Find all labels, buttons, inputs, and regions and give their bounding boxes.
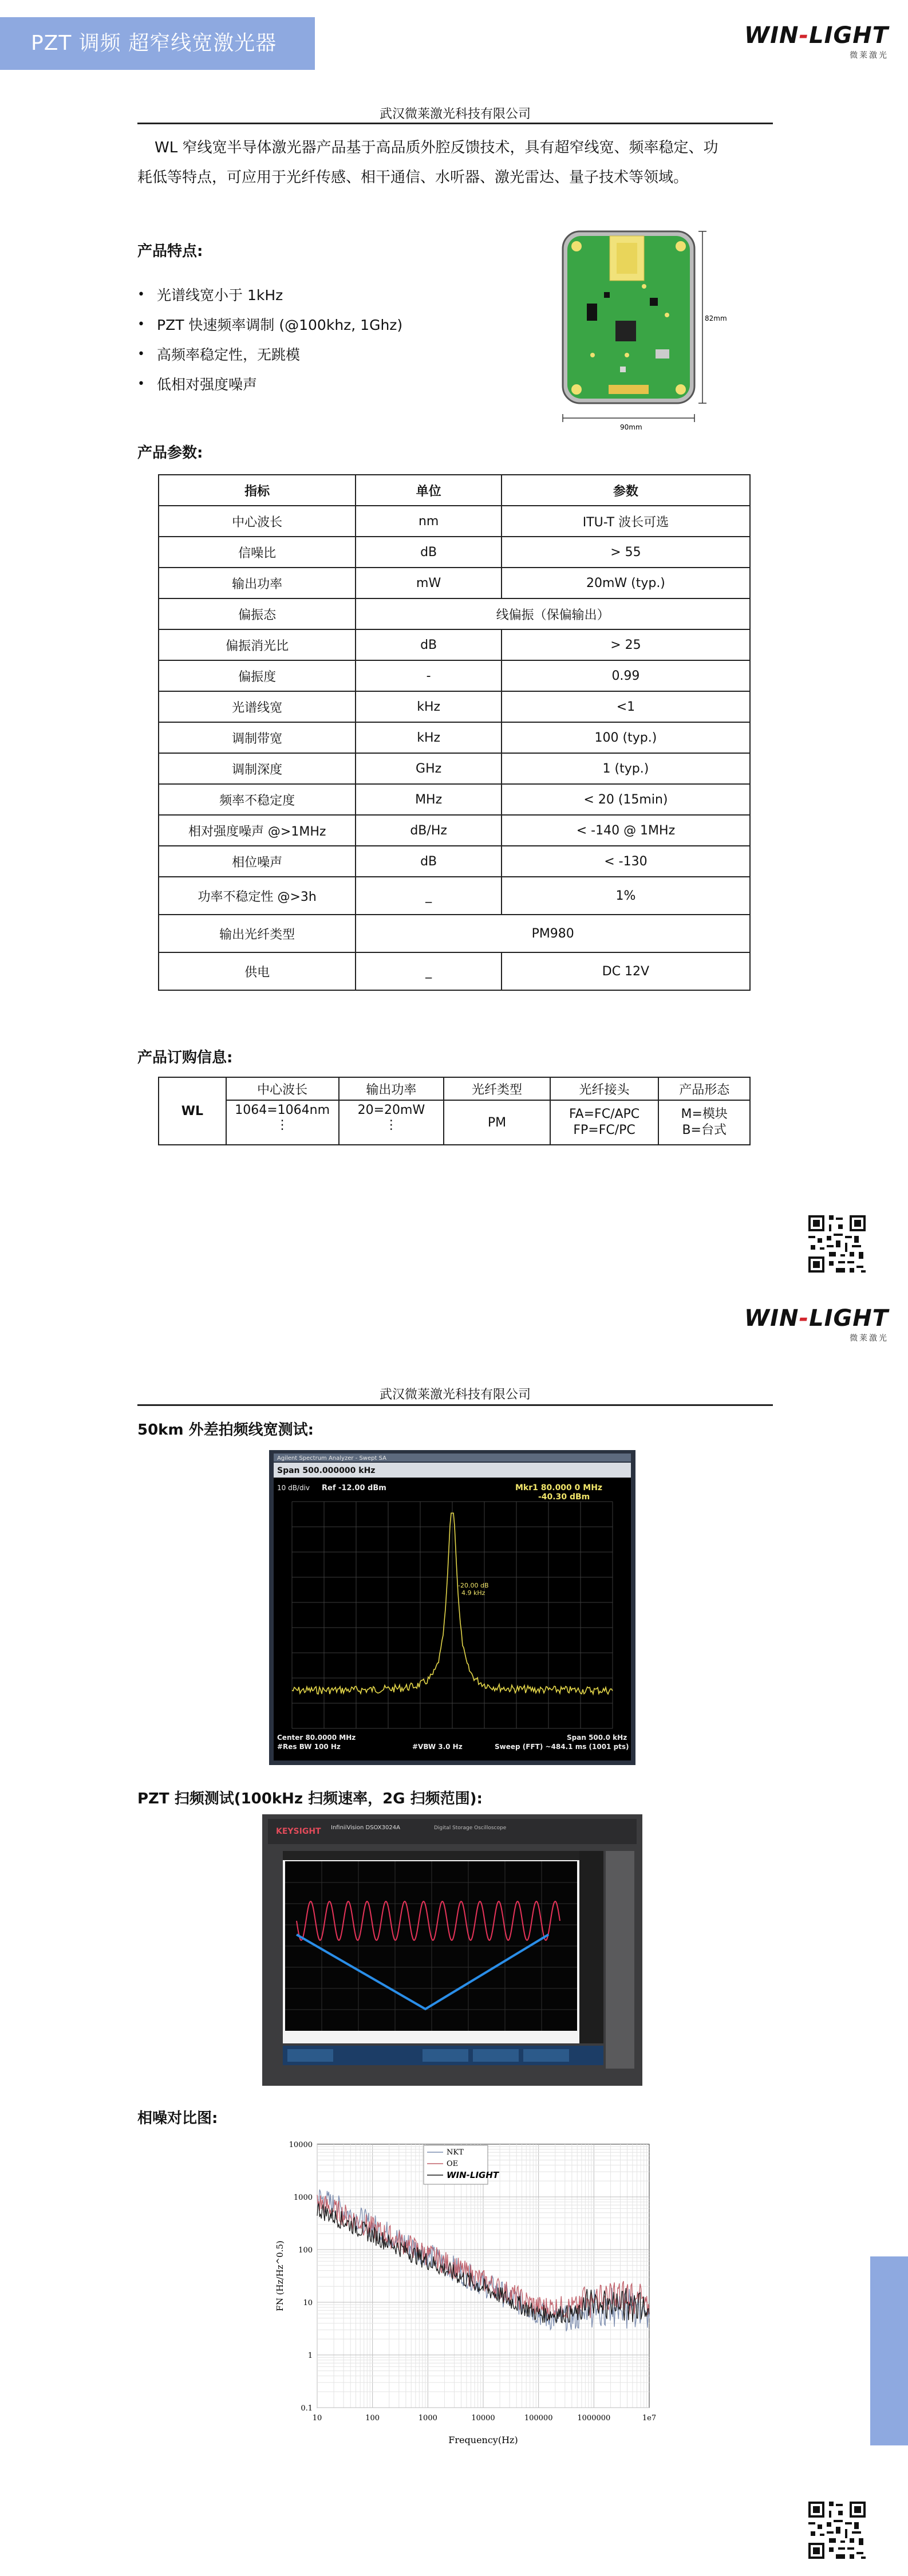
center-label: Center 80.0000 MHz [277,1734,356,1742]
features-title: 产品特点: [137,243,203,260]
product-board-image [552,223,727,441]
y-tick-label: 10000 [289,2141,313,2149]
company-name: 武汉微莱激光科技有限公司 [379,107,531,121]
vbw-label: #VBW 3.0 Hz [412,1743,463,1751]
y-axis-label: FN (Hz/Hz^0.5) [275,2240,285,2311]
table-row: 信噪比 dB > 55 [159,537,750,568]
table-row: 相对强度噪声 @>1MHz dB/Hz < -140 @ 1MHz [159,815,750,846]
table-row: 相位噪声 dB < -130 [159,846,750,877]
table-row: 偏振度 - 0.99 [159,660,750,691]
order-title: 产品订购信息: [137,1049,233,1066]
x-tick-label: 10000 [471,2414,495,2423]
company-logo: WIN-LIGHT 微莱激光 [744,22,889,60]
table-header-row: WL 中心波长 输出功率 光纤类型 光纤接头 产品形态 [159,1077,750,1100]
table-row: 调制带宽 kHz 100 (typ.) [159,722,750,753]
spectrum-analyzer-screenshot [269,1450,635,1765]
table-header-row: 指标 单位 参数 [159,475,750,506]
banner-title: PZT 调频 超窄线宽激光器 [0,17,315,70]
feature-item: • 高频率稳定性，无跳模 [137,346,301,363]
feature-item: • PZT 快速频率调制 (@100khz, 1Ghz) [137,317,403,333]
scale-label: 10 dB/div [277,1484,310,1492]
legend-oe: OE [447,2160,459,2168]
rbw-label: #Res BW 100 Hz [277,1743,341,1751]
span2-label: Span 500.0 kHz [567,1734,627,1742]
table-row: 供电 _ DC 12V [159,952,750,990]
analyzer-topbar: Agilent Spectrum Analyzer - Swept SA [277,1455,386,1462]
params-table [158,474,751,991]
x-tick-label: 1e7 [642,2414,657,2423]
y-tick-label: 1 [307,2352,313,2360]
company-logo-page2: WIN-LIGHT 微莱激光 [744,1305,889,1343]
header-divider-page2 [137,1404,773,1406]
legend-nkt: NKT [447,2148,464,2157]
oscilloscope-screenshot [262,1814,642,2086]
delta-db: -20.00 dB [458,1582,489,1589]
board-height-label: 82mm [705,314,727,322]
logo-subtext: 微莱激光 [850,51,889,60]
marker-freq: Mkr1 80.000 0 MHz [515,1483,603,1492]
marker-value: -40.30 dBm [538,1492,590,1502]
feature-item: • 光谱线宽小于 1kHz [137,287,283,304]
y-tick-label: 1000 [293,2193,313,2202]
table-row: 频率不稳定度 MHz < 20 (15min) [159,784,750,815]
intro-line-1: WL 窄线宽半导体激光器产品基于高品质外腔反馈技术，具有超窄线宽、频率稳定、功 [155,139,718,156]
params-title: 产品参数: [137,444,203,462]
x-tick-label: 10 [312,2414,322,2423]
scope-model: InfiniiVision DSOX3024A [331,1825,400,1831]
qr-code[interactable] [806,1213,868,1275]
x-axis-label: Frequency(Hz) [448,2435,518,2445]
scope-brand: KEYSIGHT [276,1827,321,1836]
side-tab [870,2256,908,2445]
y-tick-label: 100 [298,2246,313,2255]
phase-noise-chart [269,2132,658,2452]
y-tick-label: 10 [303,2299,313,2307]
qr-code-page2[interactable] [806,2499,868,2561]
board-width-label: 90mm [620,423,642,431]
x-tick-label: 100000 [524,2414,553,2423]
y-tick-label: 0.1 [301,2404,313,2413]
table-row: 输出功率 mW 20mW (typ.) [159,568,750,598]
x-tick-label: 1000000 [577,2414,611,2423]
table-row: 调制深度 GHz 1 (typ.) [159,753,750,784]
phase-noise-title: 相噪对比图: [137,2110,218,2127]
intro-line-2: 耗低等特点，可应用于光纤传感、相干通信、水听器、激光雷达、量子技术等领域。 [137,169,689,186]
linewidth-test-title: 50km 外差拍频线宽测试: [137,1421,314,1439]
table-row: 中心波长 nm ITU-T 波长可选 [159,506,750,537]
order-table [158,1077,751,1145]
header-divider [137,123,773,124]
scope-desc: Digital Storage Oscilloscope [434,1825,507,1831]
company-name-page2: 武汉微莱激光科技有限公司 [379,1388,531,1402]
pzt-test-title: PZT 扫频测试(100kHz 扫频速率，2G 扫频范围): [137,1790,483,1807]
feature-item: • 低相对强度噪声 [137,376,258,393]
span-label: Span 500.000000 kHz [277,1466,376,1475]
table-row: 偏振态 线偏振（保偏输出） [159,598,750,629]
table-row: 1064=1064nm ⋮ 20=20mW ⋮ PM FA=FC/APC FP=FC/PC M=模块 B=台式 [159,1100,750,1145]
table-row: 光谱线宽 kHz <1 [159,691,750,722]
feature-list [137,279,402,399]
legend-winlight: WIN-LIGHT [447,2170,499,2180]
x-tick-label: 1000 [418,2414,437,2423]
sweep-label: Sweep (FFT) ~484.1 ms (1001 pts) [495,1743,629,1751]
delta-freq: 4.9 kHz [461,1589,485,1597]
x-tick-label: 100 [365,2414,380,2423]
ref-label: Ref -12.00 dBm [322,1484,386,1492]
table-row: 偏振消光比 dB > 25 [159,629,750,660]
table-row: 输出光纤类型 PM980 [159,915,750,952]
table-row: 功率不稳定性 @>3h _ 1% [159,877,750,915]
